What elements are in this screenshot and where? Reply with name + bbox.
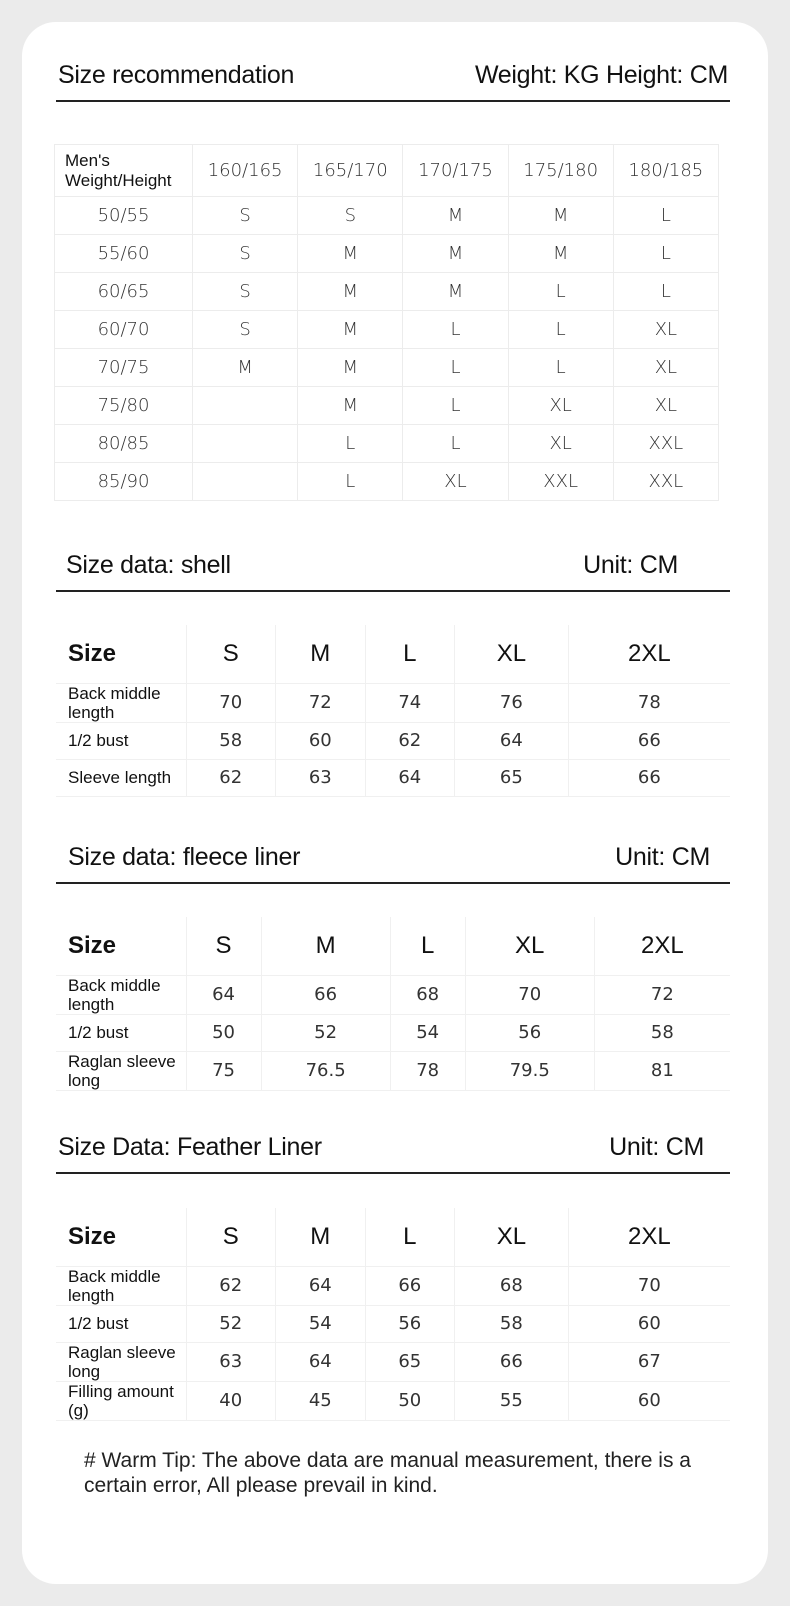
measurement-value: 40 <box>186 1381 276 1420</box>
size-cell: L <box>613 235 718 273</box>
measurement-value: 72 <box>276 683 366 722</box>
measurement-value: 50 <box>186 1014 261 1051</box>
size-cell: M <box>298 311 403 349</box>
size-header-label: Size <box>56 1208 186 1266</box>
measurement-value: 64 <box>276 1342 366 1381</box>
size-cell: L <box>508 349 613 387</box>
measurement-value: 52 <box>261 1014 390 1051</box>
size-cell: M <box>298 235 403 273</box>
height-header-cell: 170/175 <box>403 145 508 197</box>
height-header-cell: 160/165 <box>193 145 298 197</box>
height-header-cell: 165/170 <box>298 145 403 197</box>
size-header-cell: XL <box>465 917 594 975</box>
measurement-value: 58 <box>594 1014 730 1051</box>
size-header-cell: 2XL <box>594 917 730 975</box>
size-header-cell: M <box>261 917 390 975</box>
measurement-value: 68 <box>455 1266 569 1305</box>
measurement-label: 1/2 bust <box>56 1014 186 1051</box>
measurement-value: 64 <box>455 722 569 759</box>
size-cell: XXL <box>508 463 613 501</box>
table-row <box>55 273 719 311</box>
size-cell: L <box>403 425 508 463</box>
corner-label-weight-height: Weight/Height <box>65 170 172 190</box>
measurement-value: 74 <box>365 683 455 722</box>
size-header-label: Size <box>56 625 186 683</box>
table-row <box>56 1051 730 1090</box>
measurement-label: 1/2 bust <box>56 722 186 759</box>
size-recommendation-table <box>54 144 719 501</box>
size-header-cell: 2XL <box>568 1208 730 1266</box>
size-cell: S <box>193 311 298 349</box>
corner-label-mens: Men's <box>65 150 110 170</box>
weight-cell: 55/60 <box>55 235 193 273</box>
measurement-value: 62 <box>186 759 276 796</box>
table-row <box>56 1266 730 1305</box>
measurement-value: 76 <box>455 683 569 722</box>
size-cell: L <box>298 425 403 463</box>
size-header-cell: XL <box>455 625 569 683</box>
height-header-cell: 175/180 <box>508 145 613 197</box>
table-row <box>56 975 730 1014</box>
table-row <box>56 1014 730 1051</box>
weight-cell: 85/90 <box>55 463 193 501</box>
shell-unit: Unit: CM <box>583 551 678 579</box>
size-cell <box>193 387 298 425</box>
table-row <box>56 683 730 722</box>
shell-header <box>56 546 730 592</box>
table-row <box>55 349 719 387</box>
measurement-value: 64 <box>365 759 455 796</box>
measurement-value: 70 <box>568 1266 730 1305</box>
recommendation-unit: Weight: KG Height: CM <box>474 61 728 89</box>
size-cell: L <box>403 349 508 387</box>
size-header-cell: 2XL <box>568 625 730 683</box>
measurement-label: Back middle length <box>56 1266 186 1305</box>
measurement-value: 58 <box>186 722 276 759</box>
measurement-value: 64 <box>276 1266 366 1305</box>
feather-header-row <box>56 1208 730 1266</box>
measurement-value: 65 <box>365 1342 455 1381</box>
size-cell: L <box>298 463 403 501</box>
fleece-header <box>56 836 730 884</box>
size-cell <box>193 463 298 501</box>
table-row <box>55 463 719 501</box>
size-cell: M <box>403 197 508 235</box>
measurement-label: Raglan sleeve long <box>56 1342 186 1381</box>
measurement-value: 72 <box>594 975 730 1014</box>
measurement-label: Raglan sleeve long <box>56 1051 186 1090</box>
size-cell: L <box>508 311 613 349</box>
feather-unit: Unit: CM <box>609 1133 704 1161</box>
fleece-size-table <box>56 917 730 1091</box>
size-header-cell: L <box>365 625 455 683</box>
measurement-value: 54 <box>390 1014 465 1051</box>
size-cell: XL <box>508 425 613 463</box>
shell-size-table <box>56 625 730 797</box>
size-cell: S <box>193 273 298 311</box>
fleece-unit: Unit: CM <box>615 843 710 871</box>
size-header-cell: L <box>365 1208 455 1266</box>
table-row <box>55 197 719 235</box>
measurement-value: 76.5 <box>261 1051 390 1090</box>
size-cell: M <box>508 197 613 235</box>
height-header-cell: 180/185 <box>613 145 718 197</box>
size-cell: L <box>613 273 718 311</box>
size-cell: S <box>193 235 298 273</box>
fleece-header-row <box>56 917 730 975</box>
measurement-value: 56 <box>465 1014 594 1051</box>
measurement-value: 70 <box>186 683 276 722</box>
size-cell: M <box>193 349 298 387</box>
measurement-value: 66 <box>568 722 730 759</box>
measurement-value: 70 <box>465 975 594 1014</box>
size-cell: XL <box>508 387 613 425</box>
measurement-value: 66 <box>261 975 390 1014</box>
measurement-value: 65 <box>455 759 569 796</box>
size-cell: M <box>403 273 508 311</box>
size-header-cell: S <box>186 1208 276 1266</box>
size-header-cell: M <box>276 625 366 683</box>
measurement-value: 79.5 <box>465 1051 594 1090</box>
size-header-label: Size <box>56 917 186 975</box>
measurement-label: 1/2 bust <box>56 1305 186 1342</box>
size-cell: M <box>508 235 613 273</box>
weight-cell: 50/55 <box>55 197 193 235</box>
measurement-value: 66 <box>568 759 730 796</box>
size-cell: M <box>298 273 403 311</box>
measurement-value: 62 <box>365 722 455 759</box>
size-cell: L <box>403 311 508 349</box>
weight-cell: 60/70 <box>55 311 193 349</box>
shell-header-row <box>56 625 730 683</box>
recommendation-title: Size recommendation <box>58 61 295 89</box>
measurement-value: 60 <box>276 722 366 759</box>
measurement-value: 63 <box>276 759 366 796</box>
size-cell: XXL <box>613 463 718 501</box>
table-row <box>56 1342 730 1381</box>
measurement-value: 78 <box>390 1051 465 1090</box>
weight-cell: 70/75 <box>55 349 193 387</box>
fleece-title: Size data: fleece liner <box>68 843 301 871</box>
size-header-cell: S <box>186 917 261 975</box>
measurement-label: Sleeve length <box>56 759 186 796</box>
measurement-value: 60 <box>568 1305 730 1342</box>
measurement-value: 81 <box>594 1051 730 1090</box>
measurement-value: 54 <box>276 1305 366 1342</box>
measurement-value: 45 <box>276 1381 366 1420</box>
size-cell: M <box>403 235 508 273</box>
weight-cell: 80/85 <box>55 425 193 463</box>
weight-cell: 60/65 <box>55 273 193 311</box>
measurement-value: 67 <box>568 1342 730 1381</box>
feather-title: Size Data: Feather Liner <box>58 1133 322 1161</box>
size-cell: XL <box>613 311 718 349</box>
recommendation-header-row <box>55 145 719 197</box>
table-row <box>55 311 719 349</box>
recommendation-header <box>56 52 730 102</box>
measurement-label: Back middle length <box>56 975 186 1014</box>
measurement-value: 66 <box>365 1266 455 1305</box>
size-cell <box>193 425 298 463</box>
measurement-value: 56 <box>365 1305 455 1342</box>
size-header-cell: S <box>186 625 276 683</box>
measurement-value: 55 <box>455 1381 569 1420</box>
feather-header <box>56 1126 730 1174</box>
size-cell: L <box>508 273 613 311</box>
size-cell: S <box>193 197 298 235</box>
size-cell: S <box>298 197 403 235</box>
size-cell: L <box>613 197 718 235</box>
measurement-value: 52 <box>186 1305 276 1342</box>
table-row <box>55 235 719 273</box>
measurement-value: 68 <box>390 975 465 1014</box>
measurement-label: Back middle length <box>56 683 186 722</box>
table-row <box>56 722 730 759</box>
measurement-value: 75 <box>186 1051 261 1090</box>
size-cell: M <box>298 349 403 387</box>
measurement-label: Filling amount (g) <box>56 1381 186 1420</box>
warm-tip: # Warm Tip: The above data are manual measurement, there is a certain error, All please prevail in kind. <box>84 1449 691 1497</box>
weight-height-corner-cell <box>55 145 193 197</box>
size-cell: M <box>298 387 403 425</box>
size-header-cell: L <box>390 917 465 975</box>
feather-size-table <box>56 1208 730 1421</box>
shell-title: Size data: shell <box>66 551 231 579</box>
size-cell: XL <box>613 387 718 425</box>
size-header-cell: XL <box>455 1208 569 1266</box>
size-cell: XXL <box>613 425 718 463</box>
measurement-value: 62 <box>186 1266 276 1305</box>
measurement-value: 64 <box>186 975 261 1014</box>
measurement-value: 66 <box>455 1342 569 1381</box>
table-row <box>56 1381 730 1420</box>
measurement-value: 50 <box>365 1381 455 1420</box>
measurement-value: 63 <box>186 1342 276 1381</box>
table-row <box>55 425 719 463</box>
measurement-value: 60 <box>568 1381 730 1420</box>
table-row <box>55 387 719 425</box>
measurement-value: 78 <box>568 683 730 722</box>
table-row <box>56 759 730 796</box>
table-row <box>56 1305 730 1342</box>
size-cell: XL <box>613 349 718 387</box>
size-cell: L <box>403 387 508 425</box>
size-cell: XL <box>403 463 508 501</box>
weight-cell: 75/80 <box>55 387 193 425</box>
size-header-cell: M <box>276 1208 366 1266</box>
measurement-value: 58 <box>455 1305 569 1342</box>
